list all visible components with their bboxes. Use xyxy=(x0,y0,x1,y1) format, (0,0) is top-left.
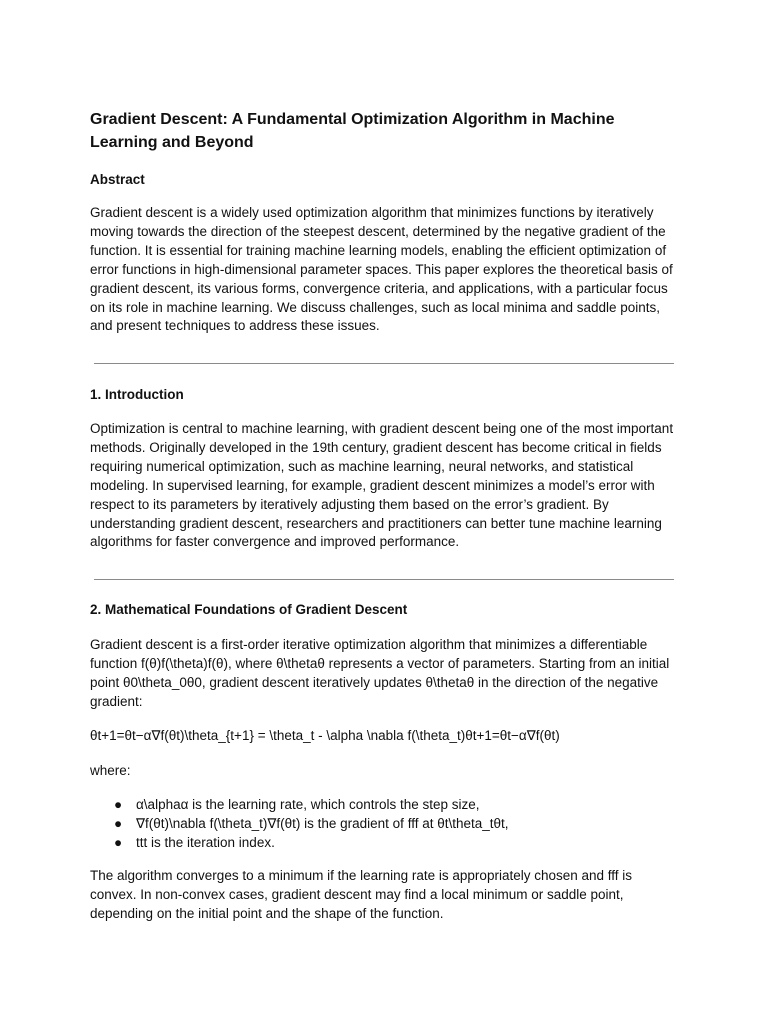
definition-list xyxy=(90,795,680,852)
abstract-heading: Abstract xyxy=(90,172,145,187)
bullet-icon: ● xyxy=(114,797,123,812)
bullet-icon: ● xyxy=(114,816,123,831)
introduction-text: Optimization is central to machine learning, with gradient descent being one of the most important methods. Originally developed in the 19th century, gradient descent has become critical in fields requiring numerical optimization, such as machine learning, neural networks, and statistical modeling. In supervised learning, for example, gradient descent minimizes a model’s error with respect to its parameters by iteratively adjusting them based on the error’s gradient. By understanding gradient descent, researchers and practitioners can better tune machine learning algorithms for faster convergence and improved performance. xyxy=(90,421,674,550)
introduction-heading: 1. Introduction xyxy=(90,387,184,402)
list-item xyxy=(90,833,680,852)
closing-text: The algorithm converges to a minimum if the learning rate is appropriately chosen and fff is convex. In non-convex cases, gradient descent may find a local minimum or saddle point, depending on the initial point and the shape of the function. xyxy=(90,868,633,921)
list-item-text: ttt is the iteration index. xyxy=(136,835,275,850)
list-item-text: α\alphaα is the learning rate, which controls the step size, xyxy=(136,797,480,812)
section-divider xyxy=(94,579,674,580)
paper-title: Gradient Descent: A Fundamental Optimization Algorithm in Machine Learning and Beyond xyxy=(90,111,615,151)
section-divider xyxy=(94,363,674,364)
list-item xyxy=(90,795,680,814)
list-item-text: ∇f(θt)\nabla f(\theta_t)∇f(θt) is the gradient of fff at θt\theta_tθt, xyxy=(136,816,509,831)
update-equation: θt+1=θt−α∇f(θt)\theta_{t+1} = \theta_t - \alpha \nabla f(\theta_t)θt+1=θt−α∇f(θt) xyxy=(90,728,560,743)
foundations-heading: 2. Mathematical Foundations of Gradient Descent xyxy=(90,602,408,617)
where-label: where: xyxy=(90,763,131,778)
foundations-text: Gradient descent is a first-order iterative optimization algorithm that minimizes a differentiable function f(θ)f(\theta)f(θ), where θ\thetaθ represents a vector of parameters. Starting from an initial point θ0\theta_0θ0, gradient descent iteratively updates θ\thetaθ in the direction of the negative gradient: xyxy=(90,637,670,709)
list-item xyxy=(90,814,680,833)
bullet-icon: ● xyxy=(114,835,123,850)
document-page xyxy=(90,108,680,921)
abstract-text: Gradient descent is a widely used optimization algorithm that minimizes functions by iteratively moving towards the direction of the steepest descent, determined by the negative gradient of the function. It is essential for training machine learning models, enabling the efficient optimization of error functions in high-dimensional parameter spaces. This paper explores the theoretical basis of gradient descent, its various forms, convergence criteria, and applications, with a particular focus on its role in machine learning. We discuss challenges, such as local minima and saddle points, and present techniques to address these issues. xyxy=(90,205,673,334)
